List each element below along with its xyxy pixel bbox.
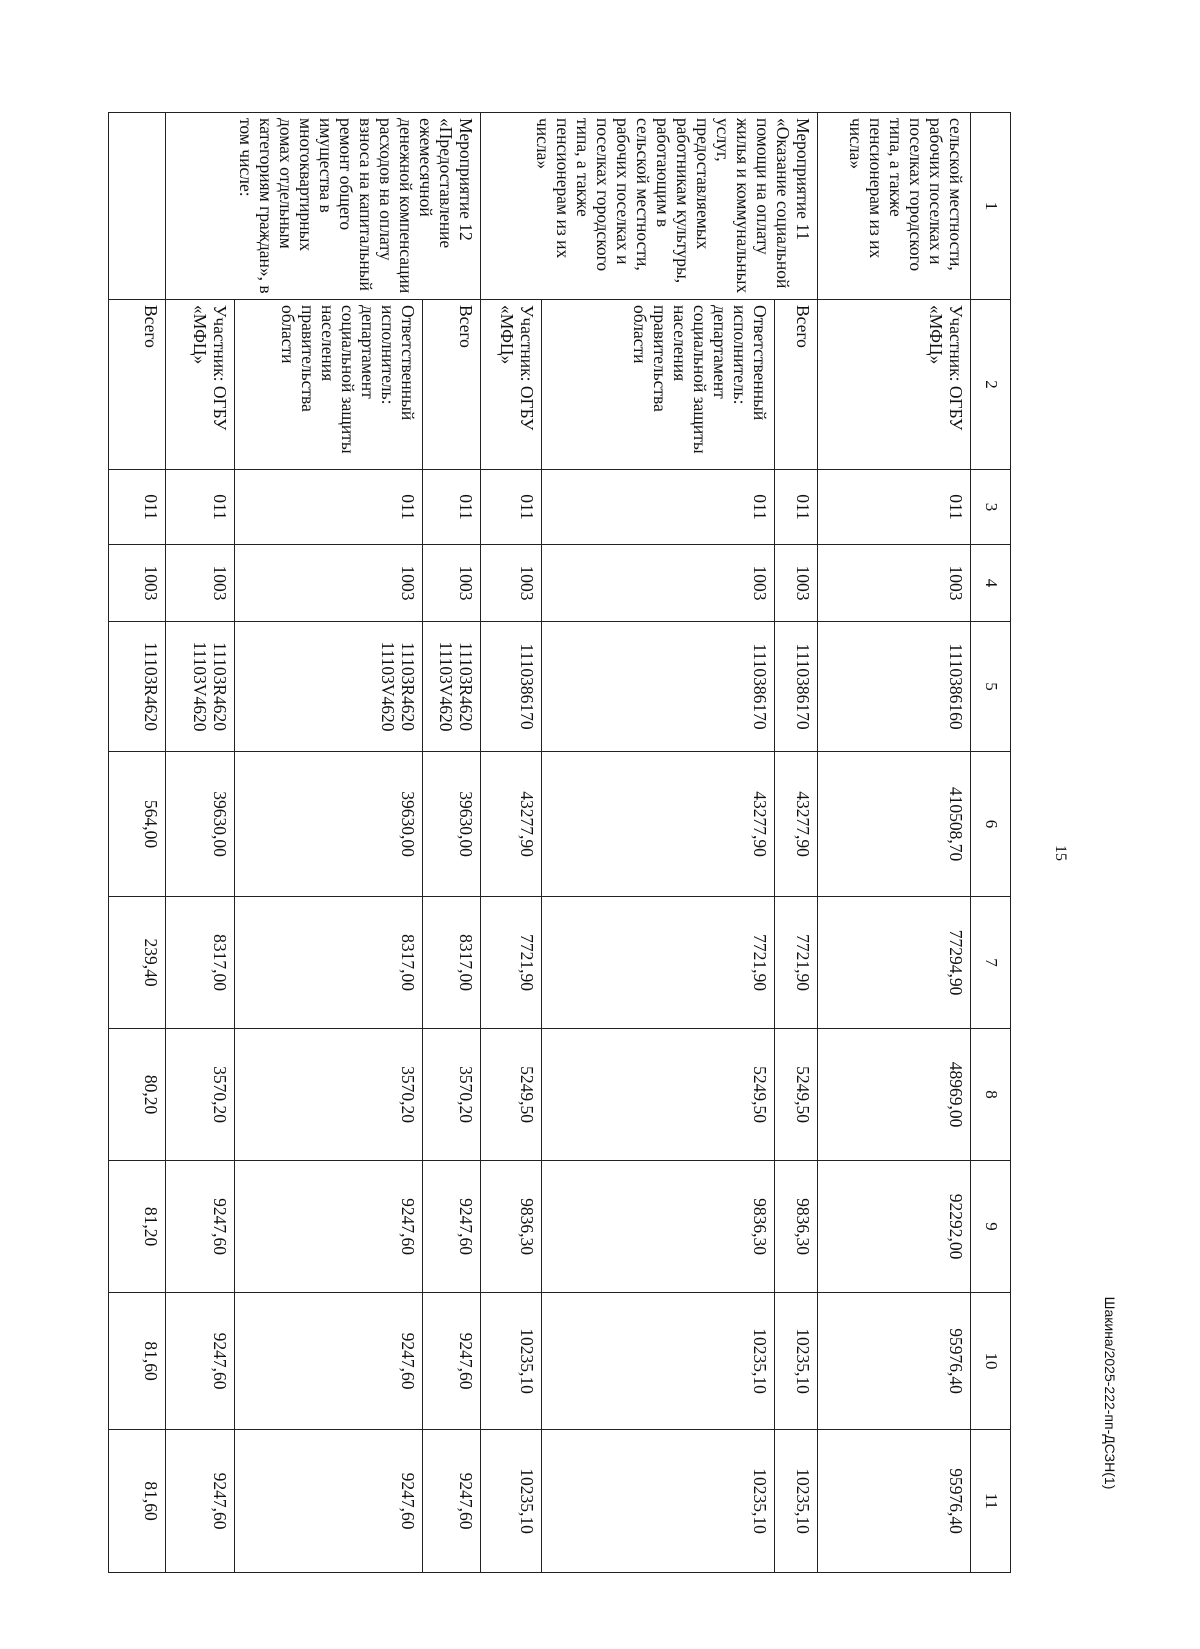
- year-amount-cell: 9836,30: [541, 1161, 774, 1293]
- executor-cell: Ответственный исполнитель: департамент социальной защиты населения правительства области: [541, 300, 774, 470]
- section-code-cell: 1003: [235, 545, 423, 622]
- total-amount-cell: 39630,00: [235, 752, 423, 897]
- table-row: [166, 113, 235, 1573]
- year-amount-cell: 9836,30: [480, 1161, 541, 1293]
- year-amount-cell: 8317,00: [166, 897, 235, 1029]
- table-row: [235, 113, 423, 1573]
- year-amount-cell: 48969,00: [818, 1029, 971, 1161]
- year-amount-cell: 77294,90: [818, 897, 971, 1029]
- ministry-code-cell: 011: [235, 470, 423, 545]
- header-cell: 7: [971, 897, 1011, 1029]
- year-amount-cell: 239,40: [109, 897, 166, 1029]
- target-code-line: 11103R4620: [398, 641, 419, 732]
- year-amount-cell: 5249,50: [774, 1029, 817, 1161]
- page-number: 15: [1052, 845, 1069, 861]
- year-amount-cell: 95976,40: [818, 1293, 971, 1430]
- budget-table: [108, 112, 1011, 1573]
- year-amount-cell: 10235,10: [480, 1430, 541, 1573]
- year-amount-cell: 81,60: [109, 1293, 166, 1430]
- section-code-cell: 1003: [423, 545, 480, 622]
- year-amount-cell: 7721,90: [541, 897, 774, 1029]
- year-amount-cell: 92292,00: [818, 1161, 971, 1293]
- section-code-cell: 1003: [774, 545, 817, 622]
- section-code-cell: 1003: [818, 545, 971, 622]
- year-amount-cell: 81,60: [109, 1430, 166, 1573]
- section-code-cell: 1003: [166, 545, 235, 622]
- header-cell: 6: [971, 752, 1011, 897]
- ministry-code-cell: 011: [423, 470, 480, 545]
- total-amount-cell: 564,00: [109, 752, 166, 897]
- header-cell: 2: [971, 300, 1011, 470]
- year-amount-cell: 3570,20: [166, 1029, 235, 1161]
- measure-name-cell: [109, 113, 166, 300]
- total-amount-cell: 43277,90: [541, 752, 774, 897]
- ministry-code-cell: 011: [774, 470, 817, 545]
- rotated-table-container: [108, 112, 1011, 1572]
- year-amount-cell: 10235,10: [480, 1293, 541, 1430]
- year-amount-cell: 10235,10: [774, 1293, 817, 1430]
- measure-name-cell: Мероприятие 11 «Оказание социальной помощи на оплату жилья и коммунальных услуг, предоставляемых работникам культуры, работающим в сельской местности, рабочих поселках и поселках городского типа, а также пенсионерам из их числа»: [480, 113, 818, 300]
- table-row: [109, 113, 166, 1573]
- ministry-code-cell: 011: [109, 470, 166, 545]
- year-amount-cell: 9247,60: [166, 1430, 235, 1573]
- header-cell: 8: [971, 1029, 1011, 1161]
- executor-cell: Участник: ОГБУ «МФЦ»: [166, 300, 235, 470]
- executor-cell: Всего: [423, 300, 480, 470]
- total-amount-cell: 410508,70: [818, 752, 971, 897]
- total-amount-cell: 39630,00: [166, 752, 235, 897]
- target-code-cell: 1110386160: [818, 622, 971, 752]
- table-row: [423, 113, 480, 1573]
- year-amount-cell: 9247,60: [235, 1161, 423, 1293]
- executor-cell: Всего: [774, 300, 817, 470]
- table-row: [541, 113, 774, 1573]
- executor-cell: Всего: [109, 300, 166, 470]
- document-footer-code: Шакина/2025-222-пп-ДСЗН(1): [1102, 1296, 1118, 1490]
- target-code-cell: [423, 622, 480, 752]
- measure-name-cell: сельской местности, рабочих поселках и поселках городского типа, а также пенсионерам из их числа»: [818, 113, 971, 300]
- year-amount-cell: 9247,60: [166, 1293, 235, 1430]
- table-row: [480, 113, 541, 1573]
- header-cell: 1: [971, 113, 1011, 300]
- ministry-code-cell: 011: [818, 470, 971, 545]
- year-amount-cell: 9247,60: [423, 1161, 480, 1293]
- target-code-cell: [166, 622, 235, 752]
- table-header-row: [971, 113, 1011, 1573]
- header-cell: 5: [971, 622, 1011, 752]
- year-amount-cell: 3570,20: [423, 1029, 480, 1161]
- table-row: [818, 113, 971, 1573]
- header-cell: 10: [971, 1293, 1011, 1430]
- ministry-code-cell: 011: [480, 470, 541, 545]
- year-amount-cell: 5249,50: [480, 1029, 541, 1161]
- year-amount-cell: 9247,60: [423, 1430, 480, 1573]
- target-code-line: 11103R4620: [210, 641, 231, 732]
- header-cell: 3: [971, 470, 1011, 545]
- year-amount-cell: 7721,90: [480, 897, 541, 1029]
- target-code-cell: 1110386170: [774, 622, 817, 752]
- year-amount-cell: 9247,60: [235, 1293, 423, 1430]
- year-amount-cell: 95976,40: [818, 1430, 971, 1573]
- year-amount-cell: 80,20: [109, 1029, 166, 1161]
- target-code-line: 11103R4620: [455, 641, 476, 732]
- year-amount-cell: 10235,10: [541, 1293, 774, 1430]
- executor-cell: Участник: ОГБУ «МФЦ»: [818, 300, 971, 470]
- header-cell: 4: [971, 545, 1011, 622]
- measure-name-cell: Мероприятие 12 «Предоставление ежемесячной денежной компенсации расходов на оплату взноса на капитальный ремонт общего имущества в многоквартирных домах отдельным категориям граждан», в том числе:: [166, 113, 480, 300]
- header-cell: 9: [971, 1161, 1011, 1293]
- total-amount-cell: 39630,00: [423, 752, 480, 897]
- ministry-code-cell: 011: [541, 470, 774, 545]
- target-code-cell: [235, 622, 423, 752]
- target-code-line: 11103V4620: [435, 641, 456, 732]
- section-code-cell: 1003: [541, 545, 774, 622]
- year-amount-cell: 8317,00: [423, 897, 480, 1029]
- section-code-cell: 1003: [109, 545, 166, 622]
- section-code-cell: 1003: [480, 545, 541, 622]
- year-amount-cell: 10235,10: [774, 1430, 817, 1573]
- target-code-cell: 11103R4620: [109, 622, 166, 752]
- executor-cell: Ответственный исполнитель: департамент социальной защиты населения правительства области: [235, 300, 423, 470]
- table-row: [774, 113, 817, 1573]
- year-amount-cell: 10235,10: [541, 1430, 774, 1573]
- target-code-line: 11103V4620: [190, 641, 211, 732]
- year-amount-cell: 7721,90: [774, 897, 817, 1029]
- total-amount-cell: 43277,90: [480, 752, 541, 897]
- year-amount-cell: 9247,60: [235, 1430, 423, 1573]
- year-amount-cell: 81,20: [109, 1161, 166, 1293]
- year-amount-cell: 3570,20: [235, 1029, 423, 1161]
- year-amount-cell: 9247,60: [423, 1293, 480, 1430]
- executor-cell: Участник: ОГБУ «МФЦ»: [480, 300, 541, 470]
- year-amount-cell: 8317,00: [235, 897, 423, 1029]
- target-code-line: 11103V4620: [378, 641, 399, 732]
- year-amount-cell: 9836,30: [774, 1161, 817, 1293]
- year-amount-cell: 5249,50: [541, 1029, 774, 1161]
- year-amount-cell: 9247,60: [166, 1161, 235, 1293]
- header-cell: 11: [971, 1430, 1011, 1573]
- target-code-cell: 1110386170: [541, 622, 774, 752]
- total-amount-cell: 43277,90: [774, 752, 817, 897]
- target-code-cell: 1110386170: [480, 622, 541, 752]
- ministry-code-cell: 011: [166, 470, 235, 545]
